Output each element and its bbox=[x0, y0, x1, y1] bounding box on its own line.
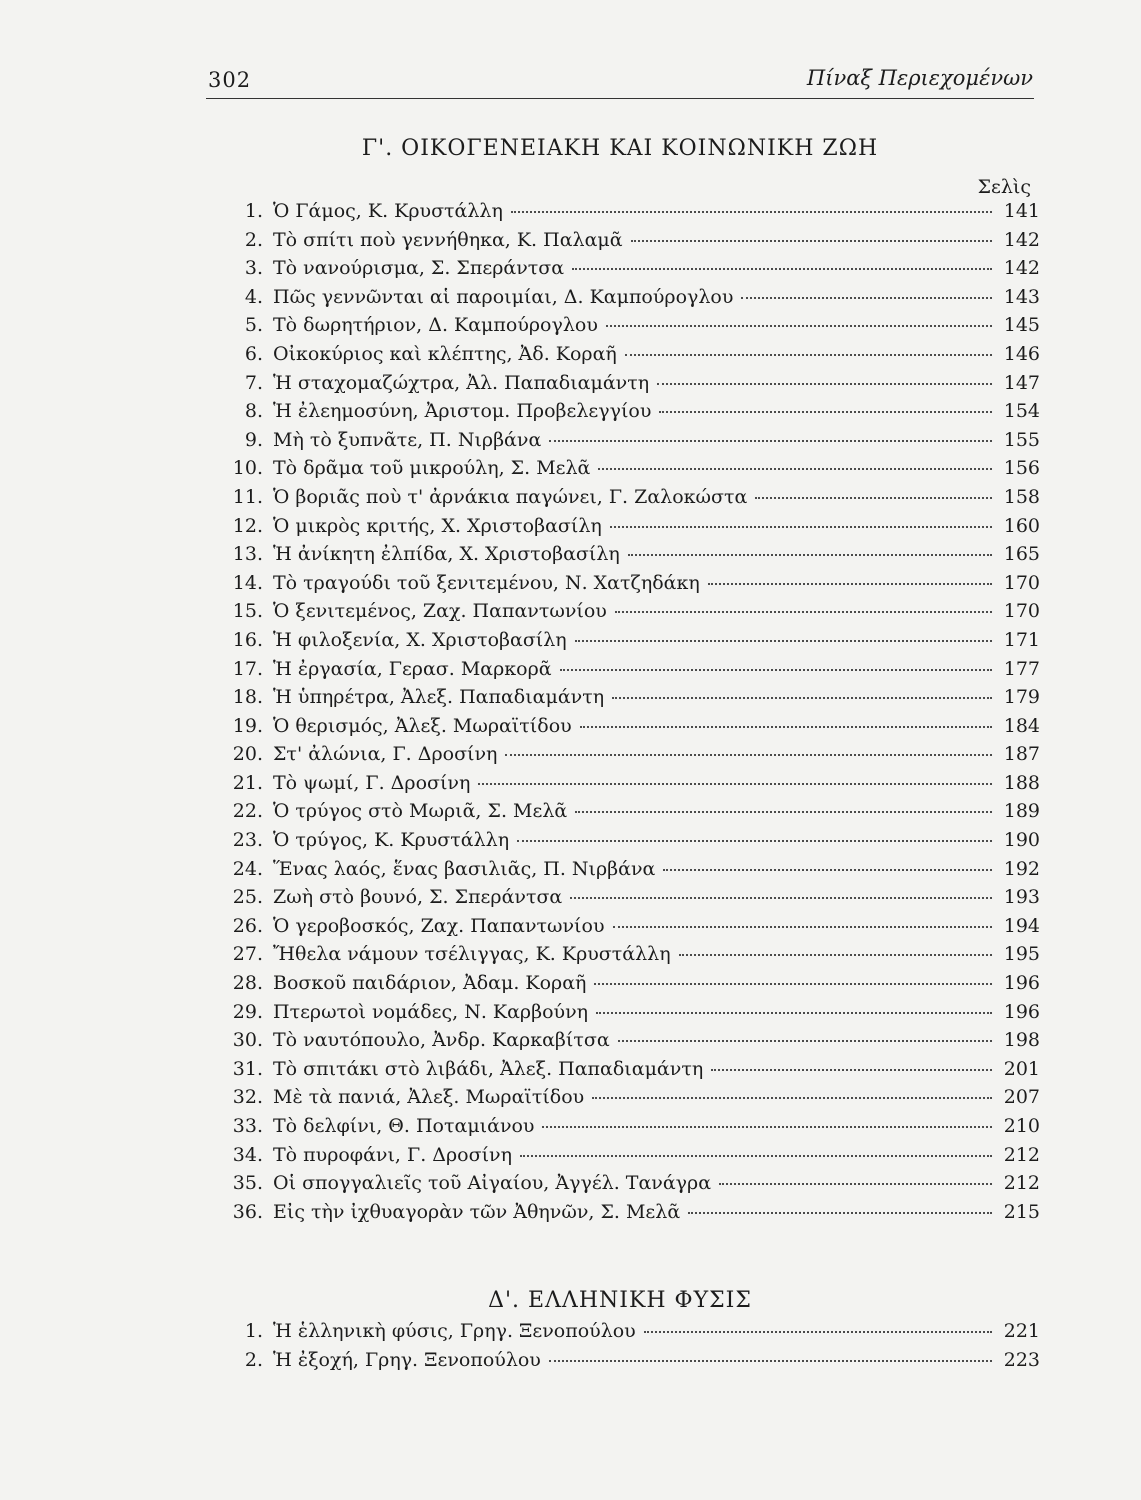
toc-entry bbox=[215, 600, 1040, 629]
dot-leader bbox=[511, 211, 992, 213]
dot-leader bbox=[708, 583, 992, 585]
entry-title: Ἡ σταχομαζώχτρα, Ἀλ. Παπαδιαμάντη bbox=[273, 371, 650, 394]
entry-page-number: 160 bbox=[1003, 514, 1040, 537]
entry-page-number: 196 bbox=[1003, 972, 1040, 995]
entry-number: 13. bbox=[232, 543, 263, 566]
entry-number: 15. bbox=[232, 600, 263, 623]
toc-entry bbox=[215, 457, 1040, 486]
entry-number: 21. bbox=[232, 771, 263, 794]
entry-number: 26. bbox=[232, 914, 263, 937]
entry-page-number: 147 bbox=[1003, 371, 1040, 394]
dot-leader bbox=[711, 1069, 992, 1071]
entry-page-number: 155 bbox=[1003, 428, 1040, 451]
entry-title: Εἰς τὴν ἰχθυαγορὰν τῶν Ἀθηνῶν, Σ. Μελᾶ bbox=[273, 1200, 681, 1223]
entry-title: Τὸ δρᾶμα τοῦ μικρούλη, Σ. Μελᾶ bbox=[273, 457, 591, 480]
toc-entry bbox=[215, 372, 1040, 401]
entry-page-number: 223 bbox=[1003, 1348, 1040, 1371]
toc-entry bbox=[215, 200, 1040, 229]
entry-title: Μὴ τὸ ξυπνᾶτε, Π. Νιρβάνα bbox=[273, 428, 542, 451]
toc-entry bbox=[215, 229, 1040, 258]
toc-entry bbox=[215, 1201, 1040, 1230]
dot-leader bbox=[628, 554, 992, 556]
page-column-label: Σελὶς bbox=[977, 176, 1031, 198]
entry-number: 24. bbox=[232, 857, 263, 880]
entry-number: 6. bbox=[244, 342, 263, 365]
entry-page-number: 179 bbox=[1003, 686, 1040, 709]
entry-number: 27. bbox=[232, 943, 263, 966]
entry-title: Τὸ δελφίνι, Θ. Ποταμιάνου bbox=[273, 1115, 535, 1137]
dot-leader bbox=[679, 954, 992, 956]
toc-entry bbox=[215, 1058, 1040, 1087]
entry-page-number: 212 bbox=[1003, 1143, 1040, 1166]
entry-number: 36. bbox=[232, 1200, 263, 1223]
dot-leader bbox=[520, 1155, 992, 1157]
entry-page-number: 188 bbox=[1003, 771, 1040, 794]
dot-leader bbox=[755, 497, 992, 499]
entry-number: 1. bbox=[244, 1320, 263, 1342]
entry-title: Τὸ τραγούδι τοῦ ξενιτεμένου, Ν. Χατζηδάκη bbox=[273, 571, 700, 594]
entry-number: 25. bbox=[232, 886, 263, 909]
dot-leader bbox=[719, 1183, 992, 1185]
toc-entry bbox=[215, 915, 1040, 944]
dot-leader bbox=[615, 611, 992, 613]
entry-page-number: 154 bbox=[1003, 400, 1040, 423]
entry-title: Πτερωτοὶ νομάδες, Ν. Καρβούνη bbox=[273, 1000, 589, 1023]
entry-title: Ὁ βοριᾶς ποὺ τ' ἀρνάκια παγώνει, Γ. Ζαλοκώστα bbox=[273, 485, 748, 508]
entry-page-number: 195 bbox=[1003, 943, 1040, 966]
entry-title: Τὸ δωρητήριον, Δ. Καμπούρογλου bbox=[273, 314, 598, 337]
entry-number: 23. bbox=[232, 829, 263, 852]
toc-entry bbox=[215, 629, 1040, 658]
entry-title: Τὸ ψωμί, Γ. Δροσίνη bbox=[273, 771, 471, 794]
toc-entry bbox=[215, 715, 1040, 744]
entry-number: 3. bbox=[244, 257, 263, 280]
entry-title: Ἡ ἐλεημοσύνη, Ἀριστομ. Προβελεγγίου bbox=[273, 400, 652, 423]
dot-leader bbox=[612, 697, 992, 699]
dot-leader bbox=[505, 754, 992, 756]
dot-leader bbox=[663, 869, 992, 871]
dot-leader bbox=[659, 411, 992, 413]
entry-page-number: 221 bbox=[1003, 1320, 1040, 1342]
entry-page-number: 184 bbox=[1003, 714, 1040, 737]
dot-leader bbox=[549, 1360, 992, 1362]
dot-leader bbox=[572, 268, 992, 270]
entry-page-number: 146 bbox=[1003, 342, 1040, 365]
entry-title: Πῶς γεννῶνται αἱ παροιμίαι, Δ. Καμπούρογλου bbox=[273, 285, 734, 308]
dot-leader bbox=[575, 811, 992, 813]
entry-number: 32. bbox=[232, 1086, 263, 1109]
entry-number: 14. bbox=[232, 571, 263, 594]
entry-page-number: 158 bbox=[1003, 485, 1040, 508]
entry-page-number: 142 bbox=[1003, 228, 1040, 251]
entry-title: Ὁ Γάμος, Κ. Κρυστάλλη bbox=[273, 200, 503, 222]
entry-title: Ἡ ἐξοχή, Γρηγ. Ξενοπούλου bbox=[273, 1348, 541, 1371]
toc-entry bbox=[215, 543, 1040, 572]
entry-page-number: 156 bbox=[1003, 457, 1040, 480]
dot-leader bbox=[517, 840, 992, 842]
entry-title: Μὲ τὰ πανιά, Ἀλεξ. Μωραϊτίδου bbox=[273, 1086, 585, 1109]
entry-number: 33. bbox=[232, 1115, 263, 1137]
toc-entry bbox=[215, 1115, 1040, 1144]
entry-number: 19. bbox=[232, 714, 263, 737]
section-title-family-social-life: Γ'. ΟΙΚΟΓΕΝΕΙΑΚΗ ΚΑΙ ΚΟΙΝΩΝΙΚΗ ΖΩΗ bbox=[361, 136, 879, 161]
entry-title: Ἤθελα νάμουν τσέλιγγας, Κ. Κρυστάλλη bbox=[273, 943, 671, 966]
dot-leader bbox=[580, 726, 992, 728]
entry-title: Τὸ σπιτάκι στὸ λιβάδι, Ἀλεξ. Παπαδιαμάντη bbox=[273, 1057, 704, 1080]
entry-page-number: 212 bbox=[1003, 1172, 1040, 1195]
toc-entry bbox=[215, 1349, 1040, 1378]
entry-number: 4. bbox=[244, 285, 263, 308]
toc-entry bbox=[215, 1172, 1040, 1201]
entry-number: 29. bbox=[232, 1000, 263, 1023]
dot-leader bbox=[478, 783, 992, 785]
toc-entry bbox=[215, 1086, 1040, 1115]
entry-number: 31. bbox=[232, 1057, 263, 1080]
entry-page-number: 165 bbox=[1003, 543, 1040, 566]
entry-title: Τὸ πυροφάνι, Γ. Δροσίνη bbox=[273, 1143, 512, 1166]
entry-number: 12. bbox=[232, 514, 263, 537]
toc-entry bbox=[215, 1144, 1040, 1173]
toc-entry bbox=[215, 486, 1040, 515]
toc-entry bbox=[215, 1029, 1040, 1058]
entry-title: Ὁ μικρὸς κριτής, Χ. Χριστοβασίλη bbox=[273, 514, 602, 537]
toc-list-section-g bbox=[215, 200, 1040, 1229]
toc-entry bbox=[215, 829, 1040, 858]
toc-entry bbox=[215, 314, 1040, 343]
dot-leader bbox=[575, 640, 992, 642]
toc-entry bbox=[215, 886, 1040, 915]
entry-title: Ἡ φιλοξενία, Χ. Χριστοβασίλη bbox=[273, 628, 567, 651]
entry-page-number: 171 bbox=[1003, 628, 1040, 651]
dot-leader bbox=[631, 240, 992, 242]
toc-entry bbox=[215, 858, 1040, 887]
entry-title: Στ' ἀλώνια, Γ. Δροσίνη bbox=[273, 743, 498, 766]
toc-entry bbox=[215, 772, 1040, 801]
toc-entry bbox=[215, 972, 1040, 1001]
entry-title: Ὁ γεροβοσκός, Ζαχ. Παπαντωνίου bbox=[273, 914, 605, 937]
entry-number: 1. bbox=[244, 200, 263, 222]
entry-title: Ἡ ὑπηρέτρα, Ἀλεξ. Παπαδιαμάντη bbox=[273, 686, 605, 709]
entry-page-number: 142 bbox=[1003, 257, 1040, 280]
entry-number: 34. bbox=[232, 1143, 263, 1166]
toc-entry bbox=[215, 1320, 1040, 1349]
entry-title: Βοσκοῦ παιδάριον, Ἀδαμ. Κοραῆ bbox=[273, 972, 587, 995]
entry-title: Οἱ σπογγαλιεῖς τοῦ Αἰγαίου, Ἀγγέλ. Τανάγρα bbox=[273, 1172, 712, 1195]
toc-entry bbox=[215, 1001, 1040, 1030]
section-title-greek-nature: Δ'. ΕΛΛΗΝΙΚΗ ΦΥΣΙΣ bbox=[488, 1288, 752, 1313]
entry-page-number: 177 bbox=[1003, 657, 1040, 680]
dot-leader bbox=[560, 669, 992, 671]
dot-leader bbox=[741, 297, 992, 299]
entry-title: Ὁ τρύγος στὸ Μωριᾶ, Σ. Μελᾶ bbox=[273, 800, 568, 823]
toc-entry bbox=[215, 743, 1040, 772]
entry-number: 2. bbox=[244, 1348, 263, 1371]
dot-leader bbox=[688, 1212, 992, 1214]
entry-number: 9. bbox=[244, 428, 263, 451]
entry-number: 16. bbox=[232, 628, 263, 651]
entry-title: Ὁ τρύγος, Κ. Κρυστάλλη bbox=[273, 829, 510, 852]
entry-page-number: 143 bbox=[1003, 285, 1040, 308]
entry-number: 8. bbox=[244, 400, 263, 423]
dot-leader bbox=[606, 325, 992, 327]
page-number: 302 bbox=[208, 68, 252, 92]
header-rule bbox=[206, 98, 1034, 99]
entry-page-number: 170 bbox=[1003, 571, 1040, 594]
entry-page-number: 192 bbox=[1003, 857, 1040, 880]
entry-number: 18. bbox=[232, 686, 263, 709]
toc-entry bbox=[215, 800, 1040, 829]
entry-page-number: 207 bbox=[1003, 1086, 1040, 1109]
entry-page-number: 215 bbox=[1003, 1200, 1040, 1223]
dot-leader bbox=[644, 1331, 992, 1333]
entry-title: Τὸ νανούρισμα, Σ. Σπεράντσα bbox=[273, 257, 565, 280]
dot-leader bbox=[598, 468, 992, 470]
dot-leader bbox=[594, 983, 992, 985]
entry-number: 2. bbox=[244, 228, 263, 251]
toc-entry bbox=[215, 658, 1040, 687]
toc-list-section-d bbox=[215, 1320, 1040, 1377]
entry-number: 22. bbox=[232, 800, 263, 823]
running-head: Πίναξ Περιεχομένων bbox=[806, 66, 1033, 90]
entry-page-number: 170 bbox=[1003, 600, 1040, 623]
toc-entry bbox=[215, 943, 1040, 972]
entry-number: 11. bbox=[232, 485, 263, 508]
toc-entry bbox=[215, 515, 1040, 544]
entry-page-number: 193 bbox=[1003, 886, 1040, 909]
entry-title: Τὸ ναυτόπουλο, Ἀνδρ. Καρκαβίτσα bbox=[273, 1029, 610, 1052]
entry-page-number: 210 bbox=[1003, 1115, 1040, 1137]
entry-title: Ἡ ἐργασία, Γερασ. Μαρκορᾶ bbox=[273, 657, 552, 680]
entry-page-number: 141 bbox=[1003, 200, 1040, 222]
entry-title: Τὸ σπίτι ποὺ γεννήθηκα, Κ. Παλαμᾶ bbox=[273, 228, 623, 251]
entry-number: 17. bbox=[232, 657, 263, 680]
entry-page-number: 189 bbox=[1003, 800, 1040, 823]
dot-leader bbox=[549, 440, 992, 442]
dot-leader bbox=[596, 1012, 992, 1014]
entry-number: 20. bbox=[232, 743, 263, 766]
toc-entry bbox=[215, 572, 1040, 601]
entry-page-number: 196 bbox=[1003, 1000, 1040, 1023]
entry-number: 30. bbox=[232, 1029, 263, 1052]
dot-leader bbox=[592, 1097, 992, 1099]
entry-page-number: 145 bbox=[1003, 314, 1040, 337]
entry-title: Ἡ ἀνίκητη ἐλπίδα, Χ. Χριστοβασίλη bbox=[273, 543, 620, 566]
dot-leader bbox=[570, 897, 992, 899]
toc-entry bbox=[215, 429, 1040, 458]
entry-number: 28. bbox=[232, 972, 263, 995]
dot-leader bbox=[625, 354, 992, 356]
dot-leader bbox=[610, 526, 992, 528]
entry-number: 35. bbox=[232, 1172, 263, 1195]
dot-leader bbox=[618, 1040, 992, 1042]
dot-leader bbox=[613, 926, 993, 928]
entry-page-number: 198 bbox=[1003, 1029, 1040, 1052]
dot-leader bbox=[657, 383, 992, 385]
toc-entry bbox=[215, 286, 1040, 315]
entry-title: Ἡ ἑλληνικὴ φύσις, Γρηγ. Ξενοπούλου bbox=[273, 1320, 636, 1342]
entry-number: 10. bbox=[232, 457, 263, 480]
entry-title: Ζωὴ στὸ βουνό, Σ. Σπεράντσα bbox=[273, 886, 563, 909]
dot-leader bbox=[542, 1126, 992, 1128]
toc-entry bbox=[215, 400, 1040, 429]
entry-number: 7. bbox=[244, 371, 263, 394]
entry-page-number: 190 bbox=[1003, 829, 1040, 852]
toc-entry bbox=[215, 257, 1040, 286]
entry-page-number: 187 bbox=[1003, 743, 1040, 766]
entry-title: Ἕνας λαός, ἕνας βασιλιᾶς, Π. Νιρβάνα bbox=[273, 857, 656, 880]
toc-entry bbox=[215, 343, 1040, 372]
entry-title: Οἰκοκύριος καὶ κλέπτης, Ἀδ. Κοραῆ bbox=[273, 342, 617, 365]
entry-title: Ὁ ξενιτεμένος, Ζαχ. Παπαντωνίου bbox=[273, 600, 607, 623]
entry-title: Ὁ θερισμός, Ἀλεξ. Μωραϊτίδου bbox=[273, 714, 572, 737]
entry-page-number: 201 bbox=[1003, 1057, 1040, 1080]
entry-page-number: 194 bbox=[1003, 914, 1040, 937]
entry-number: 5. bbox=[244, 314, 263, 337]
toc-entry bbox=[215, 686, 1040, 715]
